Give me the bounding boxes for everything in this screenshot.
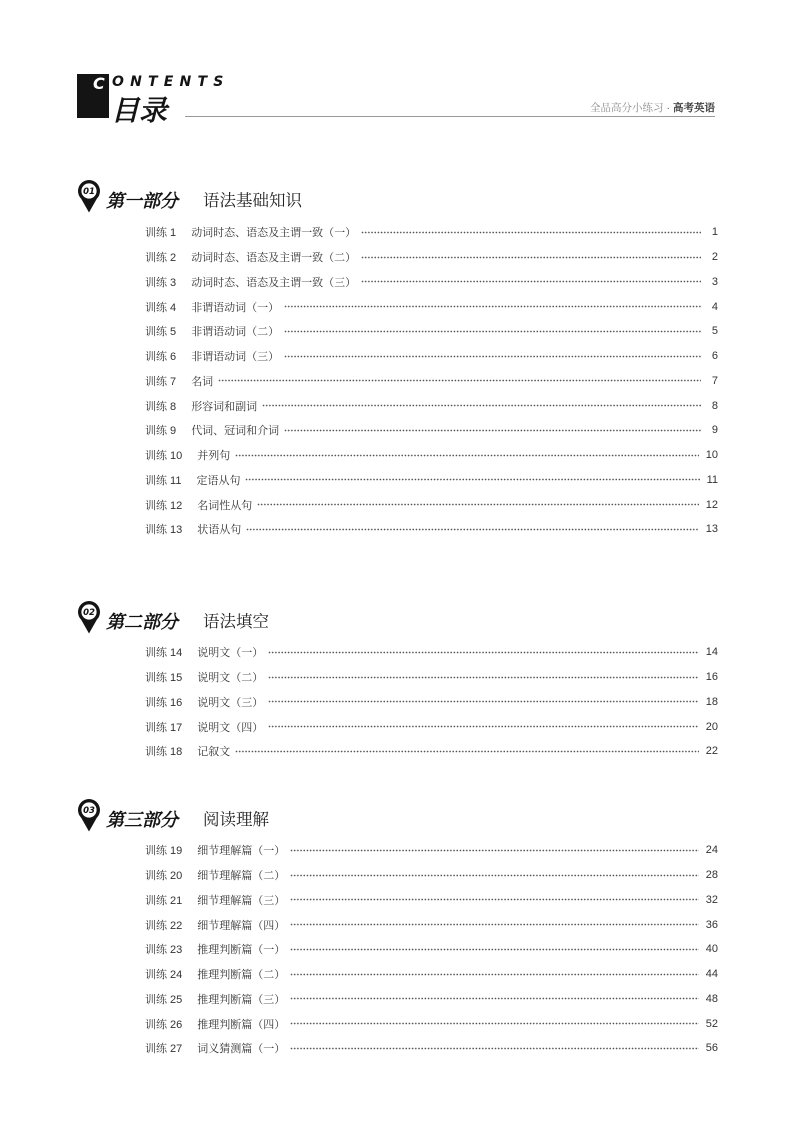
entry-label: 训练 1 [145,227,177,240]
part-number: 第三部分 [106,810,178,830]
entry-label: 训练 27 [145,1043,183,1056]
dot-leader [235,454,698,457]
dot-leader [290,973,698,976]
entry-page: 5 [711,325,718,338]
dot-leader [284,429,701,432]
entry-label: 训练 10 [145,450,183,463]
section-heading [0,799,793,832]
entry-title: 非谓语动词（二） [191,326,280,339]
toc-entry [145,937,718,962]
logo-word: ONTENTS [112,74,230,90]
part-number: 第一部分 [106,191,178,211]
entry-page: 48 [705,992,718,1005]
entry-title: 说明文（四） [197,721,264,734]
entry-title: 记叙文 [197,746,231,759]
section-heading [0,601,793,634]
entry-label: 训练 6 [145,351,177,364]
entry-label: 训练 18 [145,746,183,759]
toc-list [145,220,718,542]
toc-entry [145,640,718,665]
toc-entry [145,863,718,888]
dot-leader [290,923,698,926]
toc-entry [145,270,718,295]
toc-entry [145,739,718,764]
map-pin-icon [77,601,101,634]
toc-list [145,838,718,1061]
dot-leader [235,750,698,753]
entry-title: 动词时态、语态及主谓一致（一） [191,227,357,240]
header-divider [185,116,715,117]
dot-leader [245,478,699,481]
dot-leader [361,231,701,234]
entry-page: 52 [705,1017,718,1030]
entry-label: 训练 13 [145,524,183,537]
map-pin-icon [77,799,101,832]
dot-leader [257,503,698,506]
dot-leader [290,898,698,901]
entry-page: 1 [711,226,718,239]
entry-title: 说明文（一） [197,647,264,660]
entry-label: 训练 7 [145,375,177,388]
entry-title: 非谓语动词（一） [191,301,280,314]
toc-entry [145,344,718,369]
entry-label: 训练 8 [145,400,177,413]
entry-label: 训练 14 [145,647,183,660]
entry-page: 11 [706,473,718,486]
entry-page: 18 [705,695,718,708]
entry-title: 动词时态、语态及主谓一致（二） [191,252,357,265]
entry-title: 词义猜测篇（一） [197,1043,286,1056]
entry-title: 推理判断篇（二） [197,969,286,982]
entry-label: 训练 17 [145,721,183,734]
entry-title: 推理判断篇（四） [197,1018,286,1031]
entry-title: 推理判断篇（三） [197,993,286,1006]
entry-page: 6 [711,350,718,363]
toc-entry [145,665,718,690]
entry-title: 名词性从句 [197,499,253,512]
entry-label: 训练 23 [145,944,183,957]
toc-entry [145,517,718,542]
dot-leader [246,528,698,531]
entry-label: 训练 19 [145,845,183,858]
entry-label: 训练 4 [145,301,177,314]
dot-leader [290,1022,698,1025]
entry-title: 细节理解篇（四） [197,919,286,932]
toc-entry [145,1036,718,1061]
entry-label: 训练 24 [145,969,183,982]
section-badge: 03 [83,806,95,817]
series-name: 全品高分小练习 [590,102,664,114]
dot-leader [290,849,698,852]
entry-page: 7 [711,374,718,387]
toc-entry [145,220,718,245]
section-badge: 02 [83,608,95,619]
section-badge: 01 [83,187,95,198]
section-part-1 [0,180,793,537]
map-pin-icon [77,180,101,213]
entry-label: 训练 21 [145,894,183,907]
toc-entry [145,888,718,913]
entry-page: 10 [705,449,718,462]
section-title: 语法基础知识 [203,192,302,210]
entry-title: 细节理解篇（二） [197,870,286,883]
entry-title: 状语从句 [197,524,242,537]
entry-page: 14 [705,646,718,659]
dot-leader [290,1047,698,1050]
toc-entry [145,690,718,715]
entry-title: 推理判断篇（一） [197,944,286,957]
entry-page: 44 [705,968,718,981]
entry-page: 4 [711,300,718,313]
dot-leader [268,651,698,654]
entry-page: 9 [711,424,718,437]
toc-entry [145,1011,718,1036]
dot-leader [268,700,698,703]
entry-title: 代词、冠词和介词 [191,425,280,438]
entry-title: 说明文（三） [197,696,264,709]
entry-label: 训练 3 [145,276,177,289]
entry-page: 2 [711,251,718,264]
dot-leader [268,725,698,728]
toc-entry [145,714,718,739]
running-header [590,101,715,115]
entry-title: 非谓语动词（三） [191,351,280,364]
entry-label: 训练 12 [145,499,183,512]
entry-title: 并列句 [197,450,231,463]
dot-leader [268,676,698,679]
dot-leader [284,305,701,308]
dot-leader [290,997,698,1000]
entry-page: 3 [711,275,718,288]
entry-label: 训练 25 [145,993,183,1006]
dot-leader [290,874,698,877]
dot-leader [361,256,701,259]
toc-entry [145,838,718,863]
entry-label: 训练 15 [145,672,183,685]
section-part-3 [0,799,793,1056]
toc-entry [145,987,718,1012]
entry-page: 32 [705,893,718,906]
header-separator: · [666,102,670,114]
section-heading [0,180,793,213]
toc-entry [145,468,718,493]
toc-entry [145,962,718,987]
entry-label: 训练 11 [145,474,182,487]
entry-title: 名词 [191,375,214,388]
section-title: 语法填空 [203,613,269,631]
entry-title: 定语从句 [196,474,241,487]
section-part-2 [0,601,793,759]
toc-entry [145,369,718,394]
entry-title: 细节理解篇（三） [197,894,286,907]
entry-page: 16 [705,671,718,684]
dot-leader [218,379,701,382]
entry-label: 训练 20 [145,870,183,883]
entry-page: 8 [711,399,718,412]
toc-entry [145,393,718,418]
entry-label: 训练 5 [145,326,177,339]
entry-label: 训练 16 [145,696,183,709]
entry-title: 说明文（二） [197,672,264,685]
entry-label: 训练 26 [145,1018,183,1031]
entry-page: 12 [705,498,718,511]
entry-title: 动词时态、语态及主谓一致（三） [191,276,357,289]
entry-label: 训练 2 [145,252,177,265]
dot-leader [290,948,698,951]
toc-entry [145,319,718,344]
page-title: 目录 [111,94,168,127]
dot-leader [361,280,701,283]
entry-title: 形容词和副词 [191,400,258,413]
entry-page: 56 [705,1042,718,1055]
toc-entry [145,912,718,937]
section-title: 阅读理解 [203,811,269,829]
dot-leader [284,330,701,333]
toc-entry [145,492,718,517]
entry-page: 13 [705,523,718,536]
entry-page: 40 [705,943,718,956]
dot-leader [262,404,701,407]
entry-title: 细节理解篇（一） [197,845,286,858]
entry-page: 28 [705,869,718,882]
toc-list [145,640,718,764]
toc-entry [145,245,718,270]
subject-name: 高考英语 [673,102,715,114]
entry-label: 训练 22 [145,919,183,932]
toc-entry [145,294,718,319]
toc-entry [145,418,718,443]
entry-page: 20 [705,720,718,733]
entry-label: 训练 9 [145,425,177,438]
entry-page: 24 [705,844,718,857]
toc-entry [145,443,718,468]
part-number: 第二部分 [106,612,178,632]
entry-page: 22 [705,745,718,758]
logo-letter: C [93,74,105,93]
entry-page: 36 [705,918,718,931]
dot-leader [284,355,701,358]
